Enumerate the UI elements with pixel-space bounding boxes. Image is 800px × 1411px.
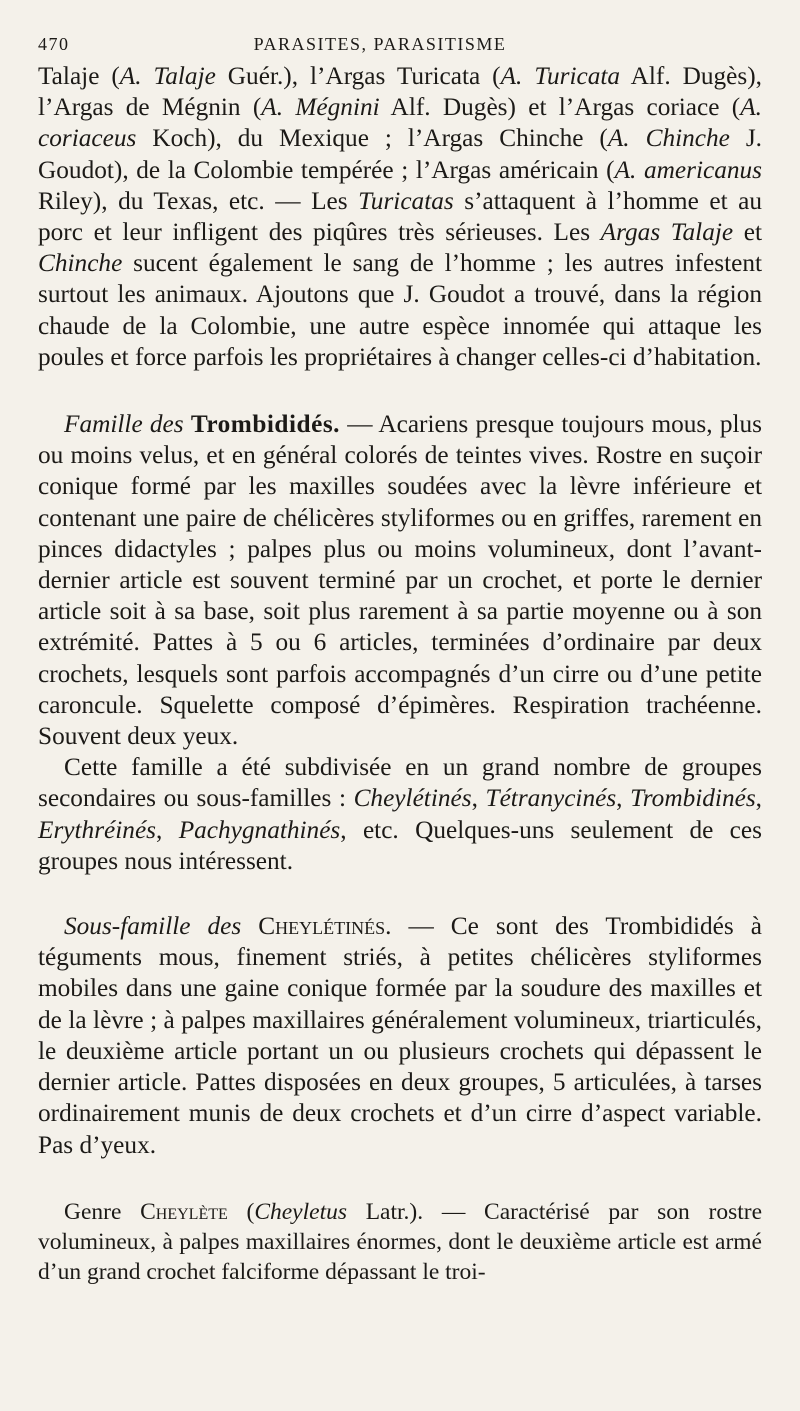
italic-run: A. Chinche [607, 124, 730, 153]
text-run: — Acariens presque toujours mous, plus ou moins velus, et en général colorés de teintes vives. Rostre en suçoir conique formé par les maxilles soudées avec la lèvre inférieure et contenant une paire de chélicères styliformes ou en griffes, rarement en pinces didactyles ; palpes plus ou moins volumineux, dont l’avant-dernier article est souvent terminé par un crochet, et porte le dernier article soit à sa base, soit plus rarement à sa partie moyenne ou à son extrémité. Pattes à 5 ou 6 articles, terminées d’ordinaire par deux crochets, lesquels sont parfois accompagnés d’un cirre ou d’une petite caroncule. Squelette composé d’épimères. Respiration trachéenne. Souvent deux yeux. [38, 410, 762, 751]
text-run: Latr.). — Caractérisé par son rostre volumineux, à palpes maxillaires énormes, dont le deuxième article est armé d’un grand crochet falciforme dépassant le troi- [38, 1198, 762, 1285]
text-run: Guér.), l’Argas Turicata ( [215, 62, 501, 90]
text-run: Koch), du Mexique ; l’Argas Chinche ( [136, 124, 608, 153]
text-run: Talaje ( [38, 62, 120, 90]
page-number: 470 [38, 34, 70, 54]
text-run: , [616, 784, 631, 813]
running-header [38, 34, 762, 55]
text-run: Alf. Dugès), l’Argas de Mégnin ( [38, 62, 762, 122]
genus-name-smallcaps: Cheylète [140, 1198, 228, 1225]
italic-run: Cheyletus [254, 1198, 347, 1225]
italic-run: Pachygnathinés [178, 815, 341, 844]
paragraph-cheyletines [38, 911, 762, 1161]
section-heading-smallcaps: Cheylétinés. [258, 912, 392, 941]
italic-run: Chinche [38, 249, 123, 278]
text-run: Alf. Dugès) et l’Argas coriace ( [379, 93, 741, 122]
text-run: , etc. Quelques-uns seulement de ces groupes nous intéressent. [38, 815, 762, 875]
text-run: — Ce sont des Trombididés à téguments mous, finement striés, à petites chélicères styliformes mobiles dans une gaine conique formée par la soudure des maxilles et de la lèvre ; à palpes maxillaires généralement volumineux, triarticulés, le deuxième article portant un ou plusieurs crochets qui dépassent le dernier article. Pattes disposées en deux groupes, 5 articulées, à tarses ordinairement munis de deux crochets et d’un cirre d’aspect variable. Pas d’yeux. [38, 912, 762, 1159]
italic-run: Turicatas [358, 186, 454, 215]
text-run: , [471, 784, 486, 813]
italic-run: A. Mégnini [261, 93, 380, 122]
paragraph-argas [38, 61, 762, 373]
italic-run: A. Turicata [500, 62, 621, 90]
text-run: Riley), du Texas, etc. — Les [38, 186, 359, 215]
section-heading-bold: Trombididés. [190, 410, 340, 439]
italic-run: Argas Talaje [600, 218, 734, 247]
text-run: J. Goudot), de la Colombie tempérée ; l’Argas américain ( [38, 124, 762, 184]
text-run: et [733, 218, 762, 247]
paragraph-genre-cheylete [38, 1197, 762, 1287]
text-run: , [156, 815, 179, 844]
text-run: Cette famille a été subdivisée en un grand nombre de groupes secondaires ou sous-familles : [38, 753, 762, 813]
paragraph-trombidides [38, 409, 762, 752]
running-title: PARASITES, PARASITISME [253, 34, 507, 54]
italic-run: A. coriaceus [38, 93, 762, 153]
text-run: sucent également le sang de l’homme ; les autres infestent surtout les animaux. Ajoutons que J. Goudot a trouvé, dans la région chaude de la Colombie, une autre espèce innomée qui attaque les poules et force parfois les propriétaires à changer celles-ci d’habitation. [38, 249, 762, 371]
italic-run: Trombidinés [630, 784, 756, 813]
section-heading-italic: Famille des [64, 410, 184, 439]
section-heading-italic: Sous-famille des [64, 912, 242, 941]
italic-run: Erythréinés [38, 815, 157, 844]
italic-run: Cheylétinés [353, 784, 472, 813]
italic-run: A. Talaje [119, 62, 216, 90]
italic-run: A. americanus [614, 155, 763, 184]
italic-run: Tétranycinés [485, 784, 617, 813]
paragraph-subfamilies [38, 752, 762, 877]
text-run: ( [227, 1198, 255, 1225]
text-run: Genre [64, 1198, 141, 1225]
text-run: , [755, 784, 762, 813]
text-run: s’attaquent à l’homme et au porc et leur infligent des piqûres très sérieuses. Les [38, 186, 763, 247]
